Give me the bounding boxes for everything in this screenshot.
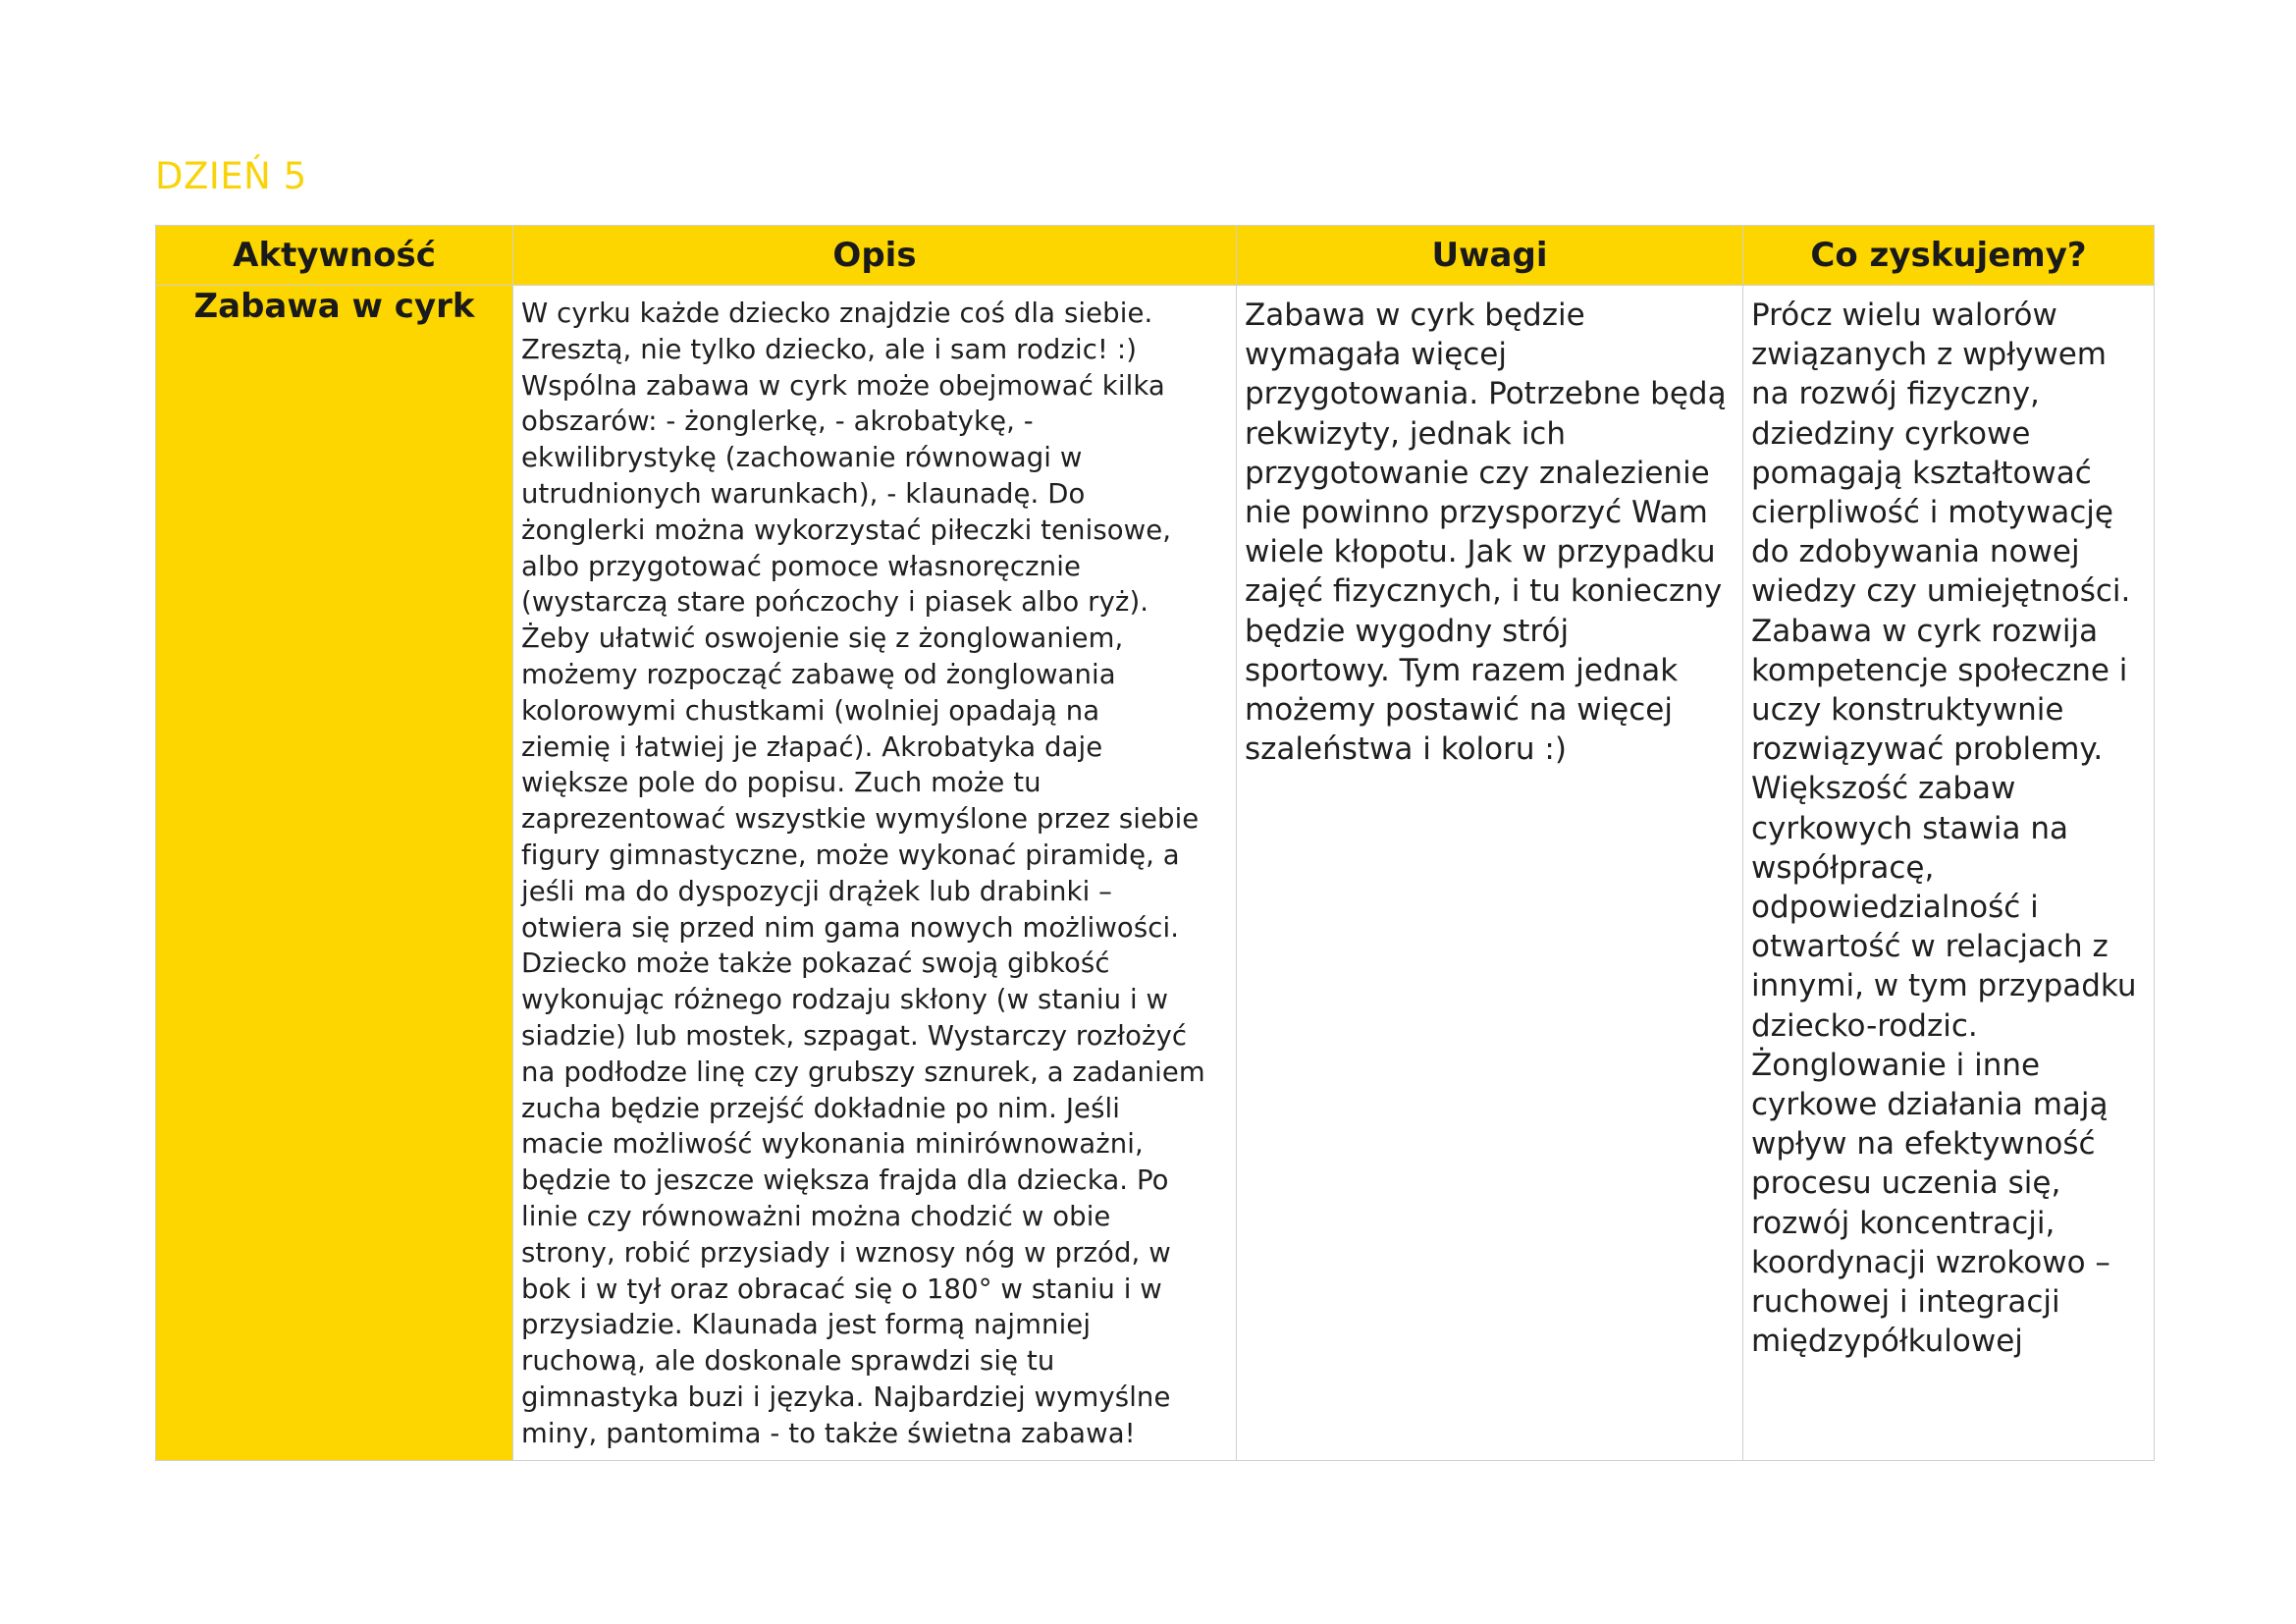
activity-table — [155, 225, 2155, 1461]
header-aktywnosc: Aktywność — [156, 226, 513, 286]
day-title: DZIEŃ 5 — [155, 155, 307, 197]
notes-cell: Zabawa w cyrk będzie wymagała więcej przygotowania. Potrzebne będą rekwizyty, jednak ich przygotowanie czy znalezienie nie powinno przysporzyć Wam wiele kłopotu. Jak w przypadku zajęć fizycznych, i tu konieczny będzie wygodny strój sportowy. Tym razem jednak możemy postawić na więcej szaleństwa i koloru :) — [1237, 286, 1743, 1461]
activity-name-cell: Zabawa w cyrk — [156, 286, 513, 1461]
header-uwagi: Uwagi — [1237, 226, 1743, 286]
header-opis: Opis — [513, 226, 1237, 286]
description-cell: W cyrku każde dziecko znajdzie coś dla siebie. Zresztą, nie tylko dziecko, ale i sam rodzic! :) Wspólna zabawa w cyrk może obejmować kilka obszarów: - żonglerkę, - akrobatykę, - ekwilibrystykę (zachowanie równowagi w utrudnionych warunkach), - klaunadę. Do żonglerki można wykorzystać piłeczki tenisowe, albo przygotować pomoce własnoręcznie (wystarczą stare pończochy i piasek albo ryż). Żeby ułatwić oswojenie się z żonglowaniem, możemy rozpocząć zabawę od żonglowania kolorowymi chustkami (wolniej opadają na ziemię i łatwiej je złapać). Akrobatyka daje większe pole do popisu. Zuch może tu zaprezentować wszystkie wymyślone przez siebie figury gimnastyczne, może wykonać piramidę, a jeśli ma do dyspozycji drążek lub drabinki – otwiera się przed nim gama nowych możliwości. Dziecko może także pokazać swoją gibkość wykonując różnego rodzaju skłony (w staniu i w siadzie) lub mostek, szpagat. Wystarczy rozłożyć na podłodze linę czy grubszy sznurek, a zadaniem zucha będzie przejść dokładnie po nim. Jeśli macie możliwość wykonania minirównoważni, będzie to jeszcze większa frajda dla dziecka. Po linie czy równoważni można chodzić w obie strony, robić przysiady i wznosy nóg w przód, w bok i w tył oraz obracać się o 180° w staniu i w przysiadzie. Klaunada jest formą najmniej ruchową, ale doskonale sprawdzi się tu gimnastyka buzi i języka. Najbardziej wymyślne miny, pantomima - to także świetna zabawa! — [513, 286, 1237, 1461]
header-co-zyskujemy: Co zyskujemy? — [1743, 226, 2155, 286]
table-row — [156, 286, 2155, 1461]
table-header-row — [156, 226, 2155, 286]
benefits-cell: Prócz wielu walorów związanych z wpływem na rozwój fizyczny, dziedziny cyrkowe pomagają kształtować cierpliwość i motywację do zdobywania nowej wiedzy czy umiejętności. Zabawa w cyrk rozwija kompetencje społeczne i uczy konstruktywnie rozwiązywać problemy. Większość zabaw cyrkowych stawia na współpracę, odpowiedzialność i otwartość w relacjach z innymi, w tym przypadku dziecko-rodzic. Żonglowanie i inne cyrkowe działania mają wpływ na efektywność procesu uczenia się, rozwój koncentracji, koordynacji wzrokowo – ruchowej i integracji międzypółkulowej — [1743, 286, 2155, 1461]
